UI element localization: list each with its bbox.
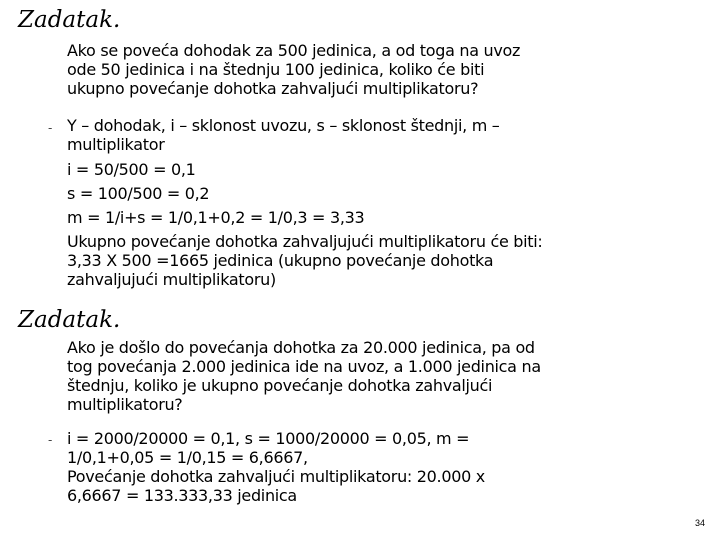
task2-question-line: tog povećanja 2.000 jedinica ide na uvoz, a 1.000 jedinica na <box>67 357 541 376</box>
task1-solution <box>67 116 543 289</box>
page-number: 34 <box>694 518 705 528</box>
task1-solution-line: Y – dohodak, i – sklonost uvozu, s – sklonost štednji, m – <box>67 116 500 135</box>
task1-heading: Zadatak. <box>18 7 121 33</box>
task1-solution-line: 3,33 X 500 =1665 jedinica (ukupno povećanje dohotka <box>67 251 494 270</box>
task2-solution-line: i = 2000/20000 = 0,1, s = 1000/20000 = 0,05, m = <box>67 429 470 448</box>
task2-solution-line: 1/0,1+0,05 = 1/0,15 = 6,6667, <box>67 448 308 467</box>
task2-bullet: - <box>48 433 53 447</box>
task2-solution-line: 6,6667 = 133.333,33 jedinica <box>67 486 297 505</box>
task1-solution-line: i = 50/500 = 0,1 <box>67 160 196 179</box>
task2-question <box>67 338 541 414</box>
task1-question-line: Ako se poveća dohodak za 500 jedinica, a od toga na uvoz <box>67 41 521 60</box>
task1-bullet: - <box>48 121 53 135</box>
task1-solution-line: m = 1/i+s = 1/0,1+0,2 = 1/0,3 = 3,33 <box>67 208 365 227</box>
task2-solution <box>67 429 485 505</box>
task1-solution-line: s = 100/500 = 0,2 <box>67 184 210 203</box>
task1-solution-line: multiplikator <box>67 135 165 154</box>
task2-solution-line: Povećanje dohotka zahvaljući multiplikatoru: 20.000 x <box>67 467 485 486</box>
task2-heading: Zadatak. <box>18 307 121 333</box>
task2-question-line: multiplikatoru? <box>67 395 183 414</box>
task1-question-line: ode 50 jedinica i na štednju 100 jedinica, koliko će biti <box>67 60 485 79</box>
task1-solution-line: zahvaljujući multiplikatoru) <box>67 270 276 289</box>
task2-question-line: Ako je došlo do povećanja dohotka za 20.000 jedinica, pa od <box>67 338 535 357</box>
task1-question-line: ukupno povećanje dohotka zahvaljući multiplikatoru? <box>67 79 479 98</box>
task2-question-line: štednju, koliko je ukupno povećanje dohotka zahvaljući <box>67 376 493 395</box>
task1-solution-line: Ukupno povećanje dohotka zahvaljujući multiplikatoru će biti: <box>67 232 543 251</box>
task1-question <box>67 41 520 98</box>
